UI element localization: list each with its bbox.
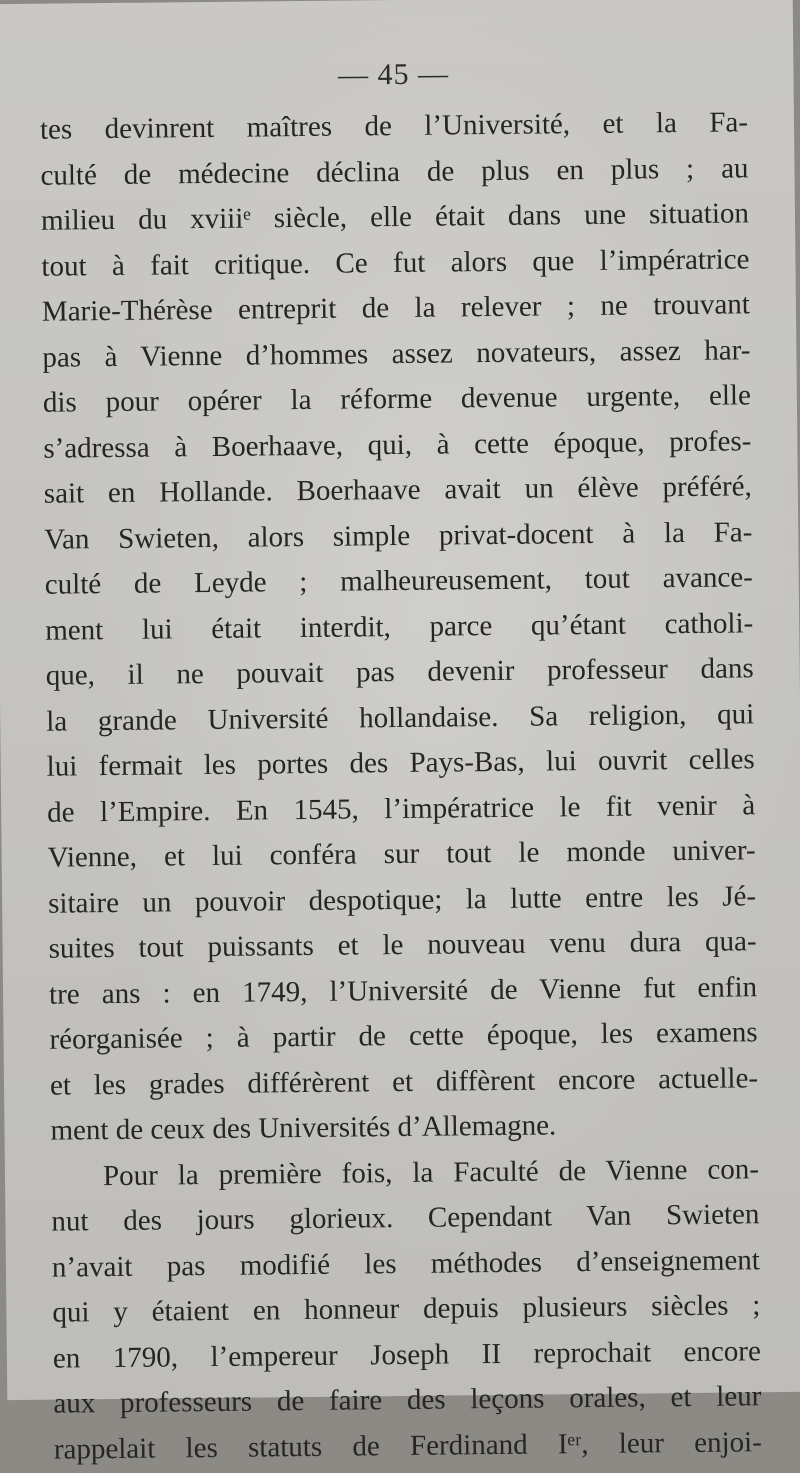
text-line: dis pour opérer la réforme devenue urgente, elle [42,379,752,419]
text-line: n’avait pas modifié les méthodes d’enseignement [51,1243,761,1284]
text-line: ment de ceux des Universités d’Allemagne. [50,1109,557,1147]
text-line: nut des jours glorieux. Cependant Van Swieten [51,1198,760,1238]
text-line: tout à fait critique. Ce fut alors que l’impératrice [41,242,750,283]
text-line: milieu du xviiiᵉ siècle, elle était dans une situation [40,197,750,237]
text-line: en 1790, l’empereur Joseph II reprochait encore [52,1334,762,1375]
text-line: sitaire un pouvoir despotique; la lutte entre les Jé- [47,879,757,920]
text-line: lui fermait les portes des Pays-Bas, lui ouvrit celles [46,743,755,783]
paragraph-2 [51,1147,762,1473]
text-line: réorganisée ; à partir de cette époque, les examens [49,1016,758,1056]
text-line: Van Swieten, alors simple privat-docent à la Fa- [44,515,753,556]
page-number: — 45 — [337,57,450,92]
body-text [40,100,762,1472]
text-line: suites tout puissants et le nouveau venu dura qua- [48,925,757,965]
text-line: tes devinrent maîtres de l’Université, et la Fa- [39,106,749,146]
text-line: rappelait les statuts de Ferdinand Iᵉʳ, leur enjoi- [53,1425,762,1466]
text-line: ment lui était interdit, parce qu’étant catholi- [45,606,754,647]
text-line: qui y étaient en honneur depuis plusieurs siècles ; [52,1289,761,1329]
text-line: s’adressa à Boerhaave, qui, à cette époque, profes- [43,424,752,465]
text-line: Marie-Thérèse entreprit de la relever ; ne trouvant [41,288,751,328]
text-line: Pour la première fois, la Faculté de Vienne con- [102,1152,760,1192]
text-line: culté de médecine déclina de plus en plus ; au [40,151,749,192]
text-line: aux professeurs de faire des leçons orales, et leur [53,1380,762,1420]
text-line: que, il ne pouvait pas devenir professeur dans [45,652,754,692]
text-line: sait en Hollande. Boerhaave avait un élève préféré, [43,470,752,510]
text-line: de l’Empire. En 1545, l’impératrice le fit venir à [47,788,756,829]
text-line: Vienne, et lui conféra sur tout le monde univer- [47,834,756,874]
text-line: la grande Université hollandaise. Sa religion, qui [46,697,755,738]
text-line: pas à Vienne d’hommes assez novateurs, assez har- [42,333,751,374]
text-line: culté de Leyde ; malheureusement, tout avance- [44,561,753,601]
text-line: et les grades différèrent et diffèrent encore actuelle- [49,1061,759,1102]
text-line: tre ans : en 1749, l’Université de Vienne fut enfin [48,970,758,1011]
paragraph-1 [40,100,759,1154]
